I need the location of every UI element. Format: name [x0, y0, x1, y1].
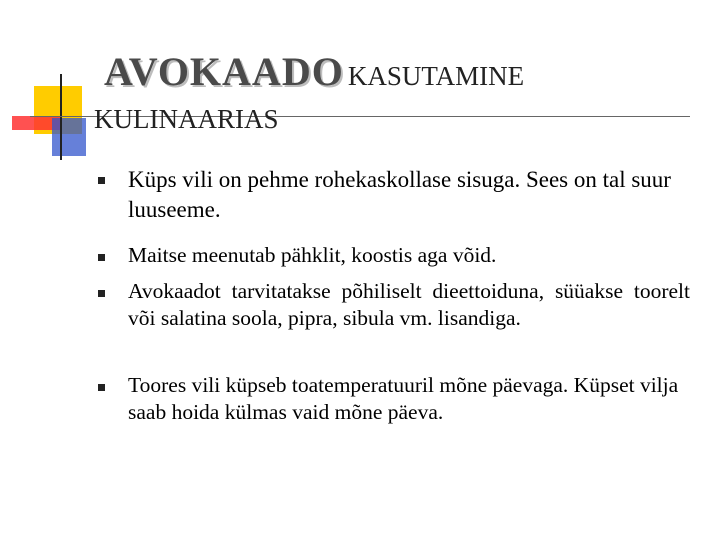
bullet-item-3: Avokaadot tarvitatakse põhiliselt dieettoiduna, süüakse toorelt või salatina soola, pipra, sibula vm. lisandiga. [128, 279, 690, 330]
decor-blue-square [52, 118, 86, 156]
title-main-word: AVOKAADO [104, 49, 344, 94]
bullet-marker [98, 384, 105, 391]
bullet-item-4: Toores vili küpseb toatemperatuuril mõne päevaga. Küpset vilja saab hoida külmas vaid mõne päeva. [128, 373, 679, 424]
bullet-item-2: Maitse meenutab pähklit, koostis aga võid. [128, 243, 497, 267]
bullet-item-1: Küps vili on pehme rohekaskollase sisuga. Sees on tal suur luuseeme. [128, 167, 671, 222]
bullet-marker [98, 177, 105, 184]
slide-title [104, 48, 524, 95]
bullet-marker [98, 254, 105, 261]
bullet-marker [98, 290, 105, 297]
decor-vertical-line [60, 74, 62, 160]
title-rest: KASUTAMINE [347, 61, 525, 91]
title-line-2: KULINAARIAS [94, 104, 279, 134]
